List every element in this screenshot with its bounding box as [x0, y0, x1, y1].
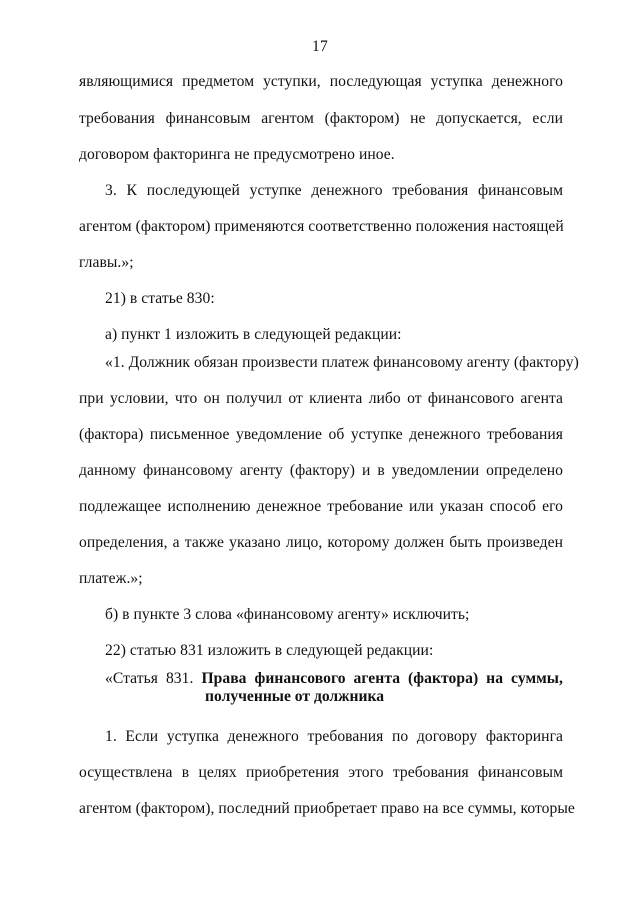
text-line: (фактора) письменное уведомление об уступке денежного требования: [79, 426, 563, 443]
text-line: договором факторинга не предусмотрено иное.: [79, 146, 395, 163]
article-heading-title: Права финансового агента (фактора) на суммы,: [201, 670, 563, 687]
article-heading: [105, 670, 563, 688]
text-line: 22) статью 831 изложить в следующей редакции:: [105, 642, 434, 659]
article-heading-prefix: «Статья 831.: [105, 670, 194, 687]
text-line: 3. К последующей уступке денежного требования финансовым: [105, 182, 563, 199]
text-line: главы.»;: [79, 254, 134, 271]
text-line: агентом (фактором), последний приобретает право на все суммы, которые: [79, 800, 575, 817]
text-line: подлежащее исполнению денежное требование или указан способ его: [79, 498, 563, 515]
text-line: требования финансовым агентом (фактором) не допускается, если: [79, 110, 563, 127]
text-line: а) пункт 1 изложить в следующей редакции:: [105, 326, 402, 343]
text-line: при условии, что он получил от клиента либо от финансового агента: [79, 390, 563, 407]
text-line: данному финансовому агенту (фактору) и в уведомлении определено: [79, 462, 563, 479]
text-line: являющимися предметом уступки, последующая уступка денежного: [79, 73, 563, 90]
page-number: 17: [312, 38, 328, 55]
text-line: осуществлена в целях приобретения этого требования финансовым: [79, 764, 563, 781]
text-line: 21) в статье 830:: [105, 290, 215, 307]
text-line: агентом (фактором) применяются соответственно положения настоящей: [79, 218, 564, 235]
text-line: определения, а также указано лицо, которому должен быть произведен: [79, 534, 563, 551]
article-heading-title-continued: полученные от должника: [205, 688, 385, 705]
text-line: 1. Если уступка денежного требования по договору факторинга: [105, 728, 563, 745]
text-line: платеж.»;: [79, 570, 143, 587]
text-line: «1. Должник обязан произвести платеж финансовому агенту (фактору): [105, 354, 579, 371]
text-line: б) в пункте 3 слова «финансовому агенту» исключить;: [105, 606, 470, 623]
